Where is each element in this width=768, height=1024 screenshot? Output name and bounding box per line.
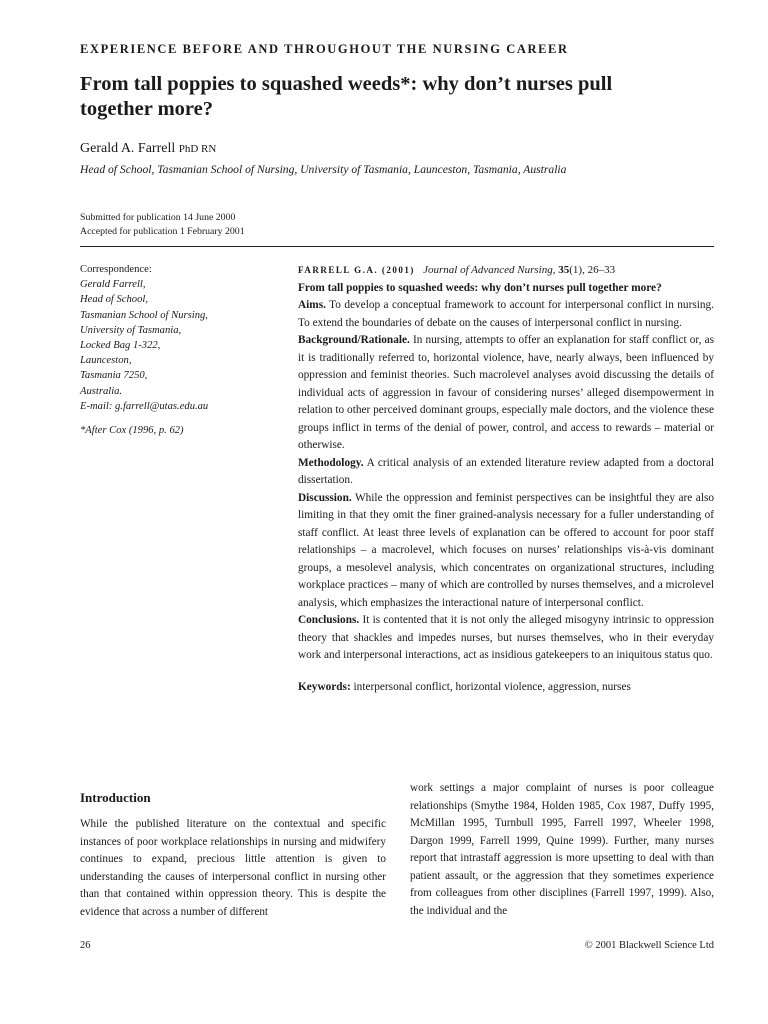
correspondence-line: University of Tasmania, xyxy=(80,324,182,336)
section-heading: Background/Rationale. xyxy=(298,334,410,346)
accepted-date: Accepted for publication 1 February 2001 xyxy=(80,226,245,237)
body-column-left xyxy=(80,816,386,921)
page-number: 26 xyxy=(80,940,91,951)
body-column-right xyxy=(410,780,714,920)
introduction-heading: Introduction xyxy=(80,790,151,805)
copyright-notice: © 2001 Blackwell Science Ltd xyxy=(584,940,714,951)
submitted-date: Submitted for publication 14 June 2000 xyxy=(80,212,236,223)
section-text: To develop a conceptual framework to account for interpersonal conflict in nursing. To extend the boundaries of debate on the causes of interpersonal conflict in nursing. xyxy=(298,299,714,329)
author-affiliation: Head of School, Tasmanian School of Nursing, University of Tasmania, Launceston, Tasmania, Australia xyxy=(80,163,567,176)
citation-issue-pages: (1), 26–33 xyxy=(569,264,616,276)
abstract-title: From tall poppies to squashed weeds: why don’t nurses pull together more? xyxy=(298,281,662,294)
keywords-label: Keywords: xyxy=(298,680,351,693)
correspondence-line: Australia. xyxy=(80,385,123,397)
citation-journal: Journal of Advanced Nursing, xyxy=(423,264,556,276)
citation-line xyxy=(298,262,714,280)
article-title: From tall poppies to squashed weeds*: why don’t nurses pull together more? xyxy=(80,73,613,120)
keywords-line xyxy=(298,679,714,697)
section-heading: Methodology. xyxy=(298,456,364,469)
abstract-discussion xyxy=(298,490,714,613)
abstract-aims xyxy=(298,297,714,332)
author-name: Gerald A. Farrell xyxy=(80,141,176,156)
citation-authors: FARRELL G.A. (2001) xyxy=(298,265,415,275)
correspondence-line: Locked Bag 1-322, xyxy=(80,340,161,352)
title-footnote: *After Cox (1996, p. 62) xyxy=(80,425,184,437)
section-text: While the oppression and feminist perspectives can be insightful they are also limiting in that they omit the finer grained-analysis necessary for a fuller understanding of staff conflict. At least three levels of explanation can be offered to account for poor staff relationships – a macrolevel, which focuses on nurses’ relationships vis-à-vis dominant groups, a mesolevel analysis, which concentrates on organizational structures, including workplace practices – many of which are controlled by nurses themselves, and a microlevel analysis, which emphasizes the interactional nature of interpersonal conflict. xyxy=(298,491,715,609)
correspondence-block xyxy=(80,262,270,438)
header-divider xyxy=(80,246,714,247)
section-text: It is contented that it is not only the alleged misogyny intrinsic to oppression theory that shackles and impedes nurses, but nurses themselves, who in their everyday work and interpersonal interactions, act as insidious gatekeepers to an iniquitous status quo. xyxy=(298,614,715,661)
body-paragraph: work settings a major complaint of nurses is poor colleague relationships (Smythe 1984, Holden 1985, Cox 1987, Duffy 1995, McMillan 1995, Turnbull 1995, Farrell 1997, Wheeler 1998, Dargon 1999, Farrell 1999, Quine 1999). Further, many nurses report that intrastaff aggression is more upsetting to deal with than patient assault, or the aggression that they sometimes experience from colleagues from other disciplines (Farrell 1997, 1999). Also, the individual and the xyxy=(410,782,714,917)
author-degrees: PhD RN xyxy=(178,143,217,155)
section-heading: Aims. xyxy=(298,299,326,311)
citation-volume: 35 xyxy=(558,264,570,276)
running-head: EXPERIENCE BEFORE AND THROUGHOUT THE NURSING CAREER xyxy=(80,42,569,56)
correspondence-label: Correspondence: xyxy=(80,264,152,275)
correspondence-email: E-mail: g.farrell@utas.edu.au xyxy=(80,400,209,412)
correspondence-line: Launceston, xyxy=(80,355,132,367)
correspondence-line: Tasmania 7250, xyxy=(80,370,148,382)
section-text: A critical analysis of an extended literature review adapted from a doctoral dissertation. xyxy=(298,456,715,486)
body-paragraph: While the published literature on the contextual and specific instances of poor workplace relationships in nursing and midwifery continues to expand, precious little attention is given to understanding the causes of interpersonal conflict in nursing other than that contained within oppression theory. This is despite the evidence that across a number of different xyxy=(80,818,386,918)
section-heading: Conclusions. xyxy=(298,614,360,626)
abstract-methodology xyxy=(298,455,714,490)
correspondence-line: Gerald Farrell, xyxy=(80,279,146,291)
keywords-text: interpersonal conflict, horizontal violence, aggression, nurses xyxy=(353,680,631,693)
section-text: In nursing, attempts to offer an explanation for staff conflict or, as it is traditionally referred to, horizontal violence, have, nearly always, been influenced by oppression and feminist theories. Such macrolevel analyses avoid discussing the details of individual acts of aggression in favour of considering nurses’ alleged disempowerment in relation to other perceived dominant groups, especially male doctors, and the violence these groups inflict in terms of the denial of power, control, and access to rewards – material or otherwise. xyxy=(298,334,714,451)
author-line xyxy=(80,141,216,157)
section-heading: Discussion. xyxy=(298,491,352,504)
publication-dates xyxy=(80,211,245,239)
abstract-background xyxy=(298,332,714,455)
abstract-conclusions xyxy=(298,612,714,665)
correspondence-line: Head of School, xyxy=(80,294,148,306)
abstract-block xyxy=(298,262,714,696)
correspondence-line: Tasmanian School of Nursing, xyxy=(80,309,208,321)
